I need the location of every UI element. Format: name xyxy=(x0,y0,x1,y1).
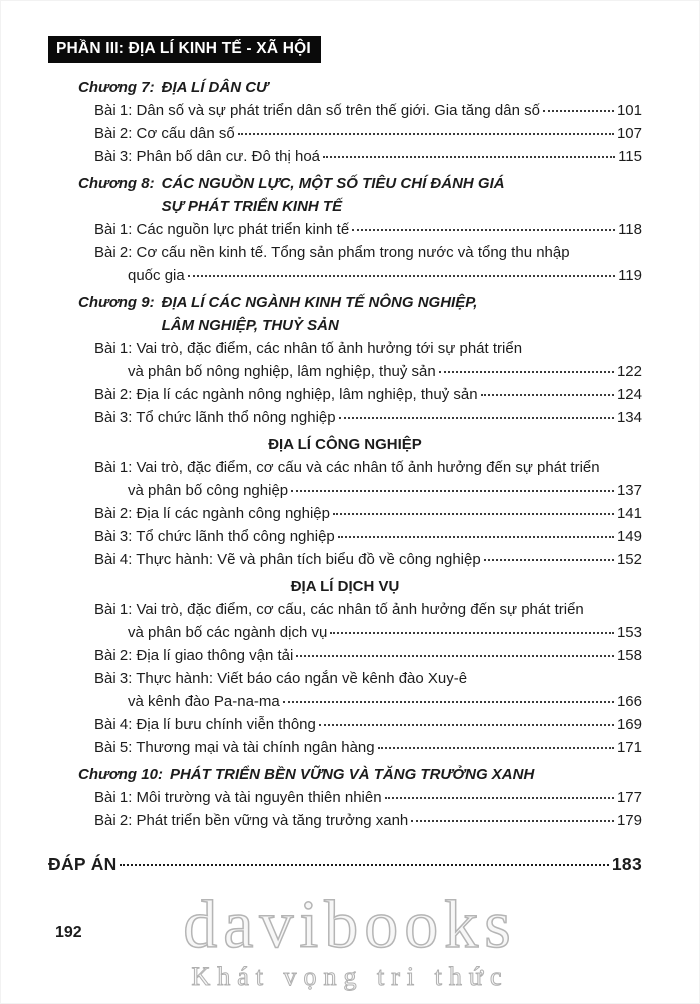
toc-entry xyxy=(48,713,642,736)
page-ref: 124 xyxy=(616,386,642,403)
entry-text-line: và kênh đào Pa-na-ma xyxy=(128,693,280,710)
toc-chapter xyxy=(48,291,642,337)
page-ref: 118 xyxy=(618,221,642,238)
entry-text-line: Bài 2: Địa lí các ngành nông nghiệp, lâm nghiệp, thuỷ sản xyxy=(94,386,478,403)
entry-text-line: Bài 2: Địa lí các ngành công nghiệp xyxy=(94,505,330,522)
chapter-title xyxy=(162,172,505,218)
chapter-title-line: PHÁT TRIỂN BỀN VỮNG VÀ TĂNG TRƯỞNG XANH xyxy=(169,766,535,783)
toc-entry xyxy=(48,736,642,759)
dot-leader xyxy=(188,275,615,277)
entry-text-line: Bài 1: Vai trò, đặc điểm, cơ cấu, các nhân tố ảnh hưởng đến sự phát triển xyxy=(94,601,584,618)
toc-entry xyxy=(48,406,642,429)
page-ref: 171 xyxy=(616,739,642,756)
entry-row xyxy=(94,218,642,241)
entry-row xyxy=(94,621,642,644)
toc-list xyxy=(48,76,642,832)
entry-text-line: Bài 1: Môi trường và tài nguyên thiên nhiên xyxy=(94,789,382,806)
entry-text-line: Bài 4: Địa lí bưu chính viễn thông xyxy=(94,716,316,733)
answer-key-page: 183 xyxy=(611,854,642,874)
chapter-title-line: SỰ PHÁT TRIỂN KINH TẾ xyxy=(161,198,343,215)
entry-text-line: Bài 2: Địa lí giao thông vận tải xyxy=(94,647,294,664)
entry-row xyxy=(94,525,642,548)
entry-text-line: và phân bố công nghiệp xyxy=(128,482,289,499)
answer-key-label: ĐÁP ÁN xyxy=(48,854,117,874)
page-number: 192 xyxy=(55,924,82,941)
page-ref: 137 xyxy=(616,482,642,499)
entry-text-line: Bài 1: Các nguồn lực phát triển kinh tế xyxy=(94,221,350,238)
chapter-title xyxy=(162,76,269,99)
dot-leader xyxy=(291,490,614,492)
dot-leader xyxy=(319,724,614,726)
page-ref: 166 xyxy=(616,693,642,710)
chapter-label: Chương 10: xyxy=(78,766,163,783)
entry-row xyxy=(94,99,642,122)
entry-text-line: Bài 3: Phân bố dân cư. Đô thị hoá xyxy=(94,148,321,165)
chapter-title-line: CÁC NGUỒN LỰC, MỘT SỐ TIÊU CHÍ ĐÁNH GIÁ xyxy=(161,175,505,192)
entry-text-line: quốc gia xyxy=(128,267,185,284)
entry-text-line: Bài 1: Vai trò, đặc điểm, các nhân tố ảnh hưởng tới sự phát triển xyxy=(94,340,523,357)
chapter-title-line: LÂM NGHIỆP, THUỶ SẢN xyxy=(161,317,339,334)
toc-section-heading: ĐỊA LÍ DỊCH VỤ xyxy=(290,578,400,595)
dot-leader xyxy=(484,559,614,561)
page-ref: 107 xyxy=(616,125,642,142)
dot-leader xyxy=(238,133,614,135)
page-ref: 134 xyxy=(616,409,642,426)
toc-entry xyxy=(48,667,642,713)
entry-text-line: Bài 4: Thực hành: Vẽ và phân tích biểu đồ về công nghiệp xyxy=(94,551,481,568)
entry-row xyxy=(94,145,642,168)
toc-entry xyxy=(48,383,642,406)
dot-leader xyxy=(385,797,614,799)
watermark-tagline: Khát vọng tri thức xyxy=(191,962,509,991)
dot-leader xyxy=(411,820,614,822)
toc-chapter xyxy=(48,172,642,218)
page-ref: 152 xyxy=(616,551,642,568)
page-ref: 122 xyxy=(616,363,642,380)
entry-row xyxy=(94,502,642,525)
chapter-label: Chương 8: xyxy=(78,175,155,192)
dot-leader xyxy=(481,394,614,396)
entry-row xyxy=(94,264,642,287)
chapter-label: Chương 9: xyxy=(78,294,155,311)
entry-text-line: Bài 3: Tổ chức lãnh thổ công nghiệp xyxy=(94,528,335,545)
dot-leader xyxy=(296,655,614,657)
page-ref: 169 xyxy=(616,716,642,733)
dot-leader xyxy=(339,417,614,419)
watermark-logo: davibooks xyxy=(183,886,517,962)
entry-text-line: Bài 3: Thực hành: Viết báo cáo ngắn về kênh đào Xuy-ê xyxy=(94,670,468,687)
toc-entry xyxy=(48,644,642,667)
entry-row xyxy=(94,360,642,383)
dot-leader xyxy=(333,513,614,515)
entry-row xyxy=(94,406,642,429)
chapter-label: Chương 7: xyxy=(78,79,155,96)
page-ref: 119 xyxy=(618,267,642,284)
chapter-title-line: ĐỊA LÍ DÂN CƯ xyxy=(161,79,269,96)
chapter-title xyxy=(170,763,534,786)
dot-leader xyxy=(330,632,614,634)
dot-leader xyxy=(120,864,609,866)
dot-leader xyxy=(378,747,614,749)
page-ref: 115 xyxy=(618,148,642,165)
toc-entry xyxy=(48,809,642,832)
entry-row xyxy=(94,713,642,736)
toc-entry xyxy=(48,337,642,383)
entry-row xyxy=(94,122,642,145)
entry-text-line: Bài 2: Cơ cấu nền kinh tế. Tổng sản phẩm trong nước và tổng thu nhập xyxy=(94,244,570,261)
entry-row xyxy=(94,479,642,502)
entry-text-line: Bài 2: Cơ cấu dân số xyxy=(94,125,235,142)
toc-entry xyxy=(48,218,642,241)
toc-entry xyxy=(48,548,642,571)
toc-entry xyxy=(48,145,642,168)
dot-leader xyxy=(352,229,615,231)
entry-row xyxy=(94,690,642,713)
toc-entry xyxy=(48,99,642,122)
chapter-title-line: ĐỊA LÍ CÁC NGÀNH KINH TẾ NÔNG NGHIỆP, xyxy=(161,294,478,311)
dot-leader xyxy=(323,156,615,158)
dot-leader xyxy=(439,371,614,373)
page-ref: 177 xyxy=(616,789,642,806)
page-ref: 149 xyxy=(616,528,642,545)
toc-entry xyxy=(48,241,642,287)
toc-entry xyxy=(48,598,642,644)
entry-text-line: Bài 5: Thương mại và tài chính ngân hàng xyxy=(94,739,375,756)
watermark xyxy=(0,886,700,992)
entry-row xyxy=(94,786,642,809)
entry-row xyxy=(94,644,642,667)
entry-text-line: và phân bố các ngành dịch vụ xyxy=(128,624,328,641)
toc-entry xyxy=(48,456,642,502)
entry-text-line: Bài 1: Vai trò, đặc điểm, cơ cấu và các nhân tố ảnh hưởng đến sự phát triển xyxy=(94,459,600,476)
entry-text-line: Bài 1: Dân số và sự phát triển dân số trên thế giới. Gia tăng dân số xyxy=(94,102,540,119)
chapter-title xyxy=(162,291,478,337)
part-header: PHẦN III: ĐỊA LÍ KINH TẾ - XÃ HỘI xyxy=(48,36,321,63)
page-ref: 101 xyxy=(616,102,642,119)
page-ref: 153 xyxy=(616,624,642,641)
toc-entry xyxy=(48,786,642,809)
entry-row xyxy=(94,548,642,571)
entry-text-line: Bài 3: Tổ chức lãnh thổ nông nghiệp xyxy=(94,409,336,426)
dot-leader xyxy=(338,536,614,538)
toc-section-heading: ĐỊA LÍ CÔNG NGHIỆP xyxy=(268,436,422,453)
answer-key-row xyxy=(48,854,642,875)
toc-entry xyxy=(48,525,642,548)
entry-text-line: và phân bố nông nghiệp, lâm nghiệp, thuỷ sản xyxy=(128,363,436,380)
entry-row xyxy=(94,383,642,406)
dot-leader xyxy=(283,701,614,703)
toc-chapter xyxy=(48,76,642,99)
page-ref: 141 xyxy=(616,505,642,522)
dot-leader xyxy=(543,110,614,112)
entry-row xyxy=(94,809,642,832)
page-ref: 158 xyxy=(616,647,642,664)
toc-entry xyxy=(48,502,642,525)
toc-entry xyxy=(48,122,642,145)
toc-chapter xyxy=(48,763,642,786)
page-ref: 179 xyxy=(616,812,642,829)
entry-row xyxy=(94,736,642,759)
entry-text-line: Bài 2: Phát triển bền vững và tăng trưởng xanh xyxy=(94,812,409,829)
